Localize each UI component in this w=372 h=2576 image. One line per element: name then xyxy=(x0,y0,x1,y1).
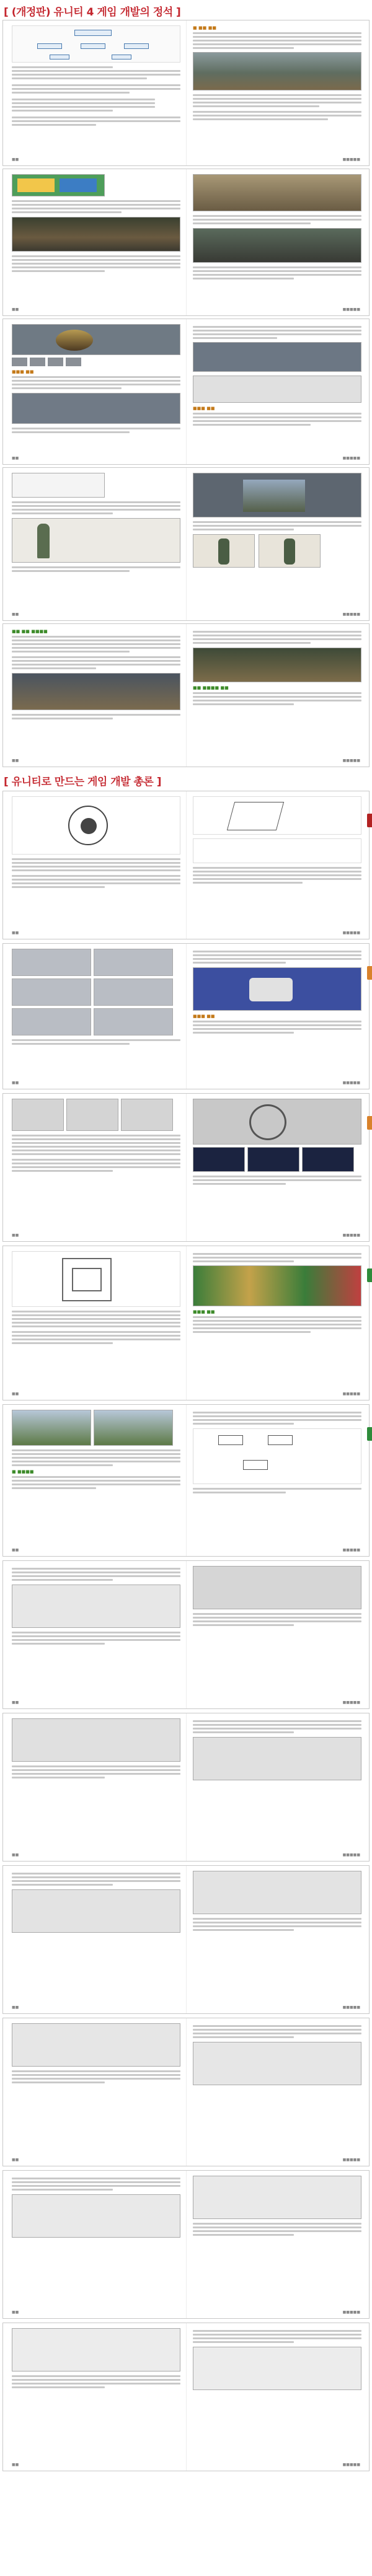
game-screenshot xyxy=(193,228,361,263)
chapter-tab xyxy=(367,1427,372,1441)
vector-diagram xyxy=(193,838,361,863)
character-figure xyxy=(12,518,180,563)
state-diagram xyxy=(193,1428,361,1484)
editor-screenshot xyxy=(193,342,361,372)
book1-spread-3: ■■■ ■■ ■■■ ■■ ■■ ■■■■■ xyxy=(2,319,370,465)
chapter-tab xyxy=(367,814,372,827)
chapter-tab xyxy=(367,1268,372,1282)
book1-spread-1: ■ ■■ ■■ ■■ ■■■■■ xyxy=(2,20,370,166)
fractal-diagram xyxy=(12,796,180,855)
book2-title: [ 유니티로 만드는 게임 개발 총론 ] xyxy=(4,775,162,788)
book2-spread-10: ■■ ■■■■■ xyxy=(2,2170,370,2319)
diagram-figure xyxy=(12,25,180,63)
book2-spread-4: ■■■ ■■ ■■ ■■■■■ xyxy=(2,1246,370,1400)
book1-header xyxy=(0,1,372,20)
robot-figure xyxy=(193,967,361,1011)
tilemap-figure xyxy=(193,1265,361,1306)
book1-title: [ (개정판) 유니티 4 게임 개발의 정석 ] xyxy=(4,6,181,19)
book2-spread-5: ■ ■■■■ ■■ ■■■■■ xyxy=(2,1404,370,1557)
book2-spread-9: ■■ ■■■■■ xyxy=(2,2018,370,2166)
book2-spread-1: ■■ ■■■■■ xyxy=(2,791,370,939)
book2-spread-8: ■■ ■■■■■ xyxy=(2,1865,370,2014)
game-screenshot xyxy=(12,673,180,710)
book2-spread-7: ■■ ■■■■■ xyxy=(2,1713,370,1862)
perspective-diagram xyxy=(193,796,361,835)
book1-spread-5: ■■ ■■ ■■■■ ■■ ■■■■ ■■ ■■ ■■■■■ xyxy=(2,623,370,767)
book2-header xyxy=(0,771,372,789)
game-screenshot xyxy=(193,648,361,682)
book2-spread-2: ■■■ ■■ ■■ ■■■■■ xyxy=(2,943,370,1089)
editor-screenshot xyxy=(193,473,361,517)
maze-diagram xyxy=(12,1251,180,1307)
book2-spread-3: ■■ ■■■■■ xyxy=(2,1093,370,1242)
gyroscope-figure xyxy=(193,1099,361,1145)
dialog-screenshot xyxy=(193,376,361,403)
game-screenshot xyxy=(193,174,361,211)
game-screenshot xyxy=(193,52,361,90)
book1-spread-4: ■■ ■■■■■ xyxy=(2,467,370,621)
editor-screenshot xyxy=(12,393,180,424)
book1-spread-2: ■■ ■■■■■ xyxy=(2,169,370,316)
book2-spread-11: ■■ ■■■■■ xyxy=(2,2323,370,2471)
book2-spread-6: ■■ ■■■■■ xyxy=(2,1560,370,1709)
table-figure xyxy=(12,473,105,498)
editor-screenshot xyxy=(12,174,105,196)
editor-screenshot xyxy=(12,324,180,355)
game-screenshot xyxy=(12,217,180,252)
chapter-tab xyxy=(367,966,372,980)
chapter-tab xyxy=(367,1116,372,1130)
